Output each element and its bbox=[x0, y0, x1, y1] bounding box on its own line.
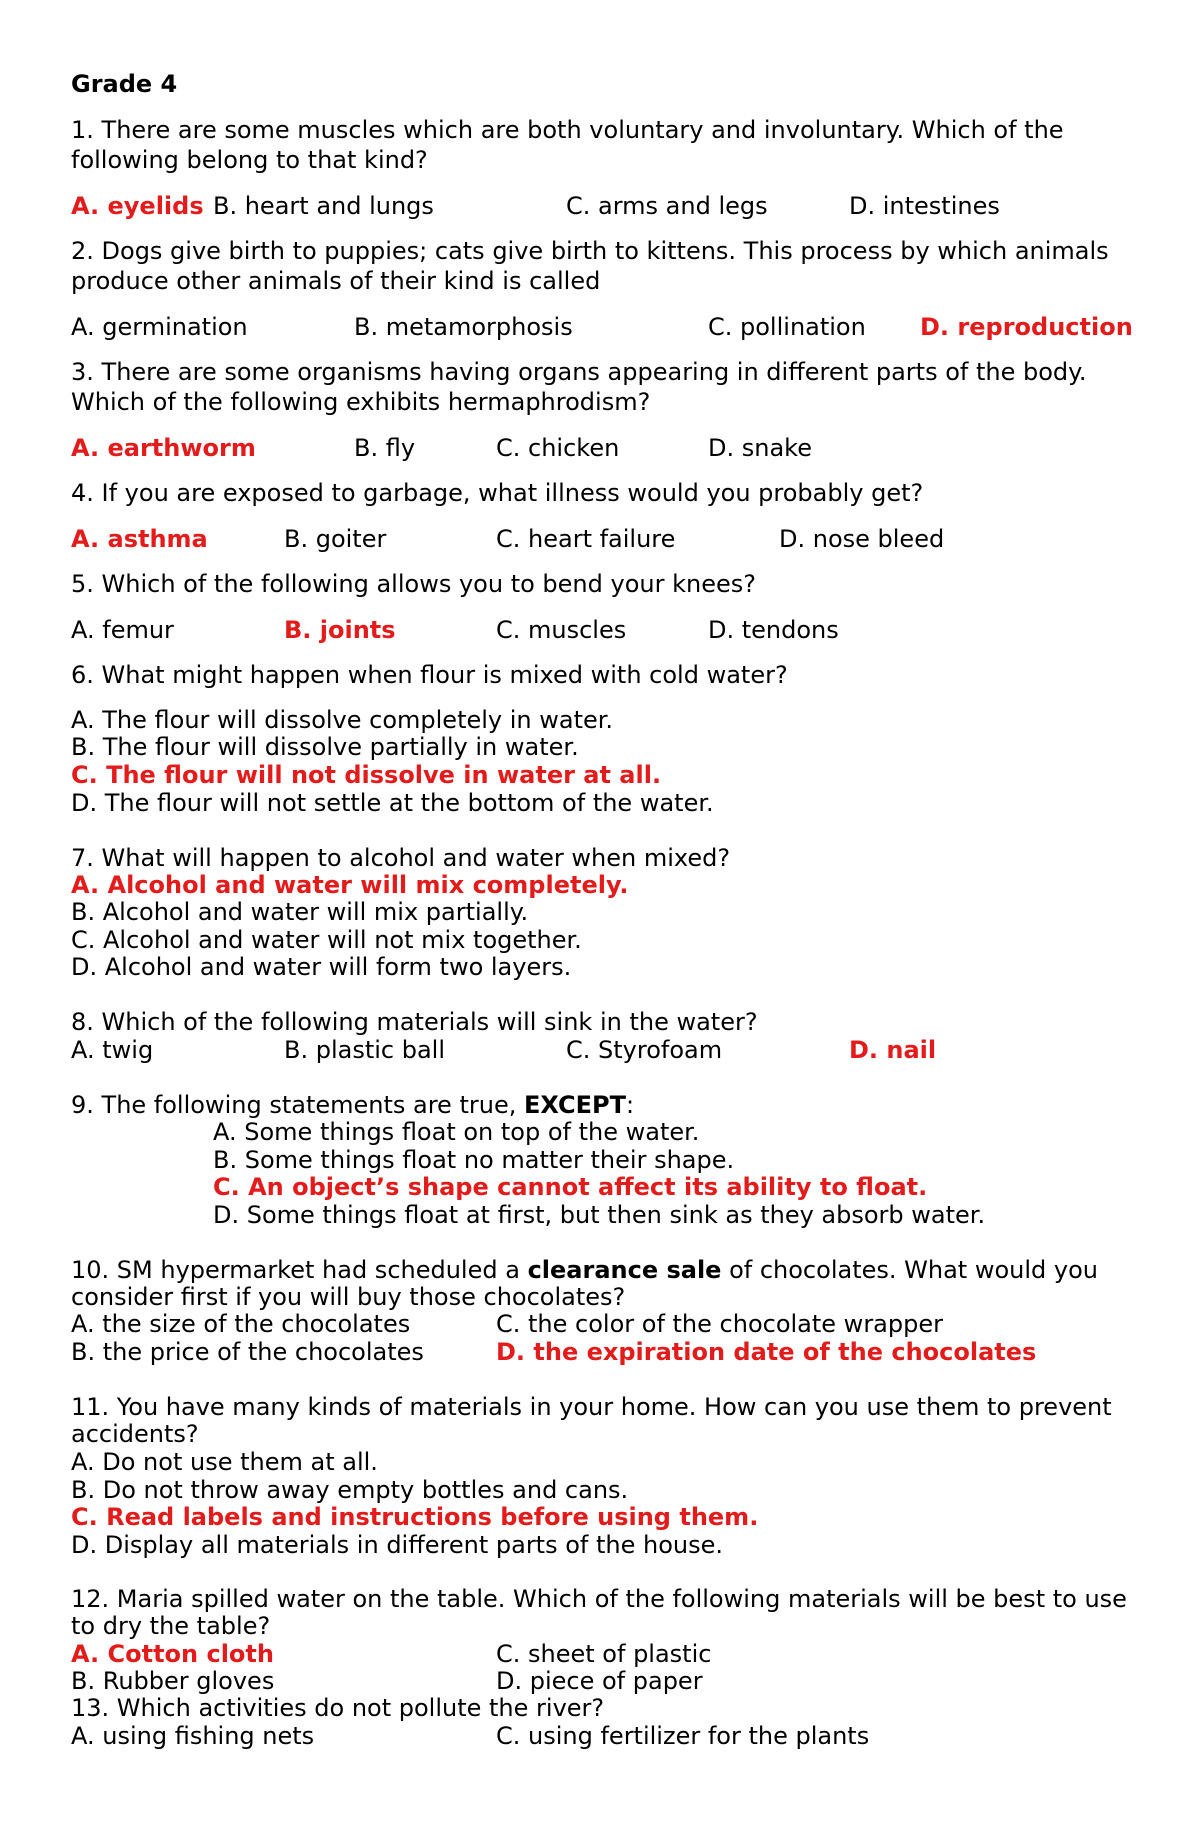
question-1-text: 1. There are some muscles which are both voluntary and involuntary. Which of the bbox=[71, 116, 1064, 144]
question-2-text: 2. Dogs give birth to puppies; cats give birth to kittens. This process by which animals bbox=[71, 237, 1109, 265]
question-7-text: 7. What will happen to alcohol and water when mixed? bbox=[71, 844, 731, 872]
q3-option-b: B. fly bbox=[354, 434, 416, 462]
q5-option-b: B. joints bbox=[284, 616, 396, 644]
question-13-text: 13. Which activities do not pollute the river? bbox=[71, 1694, 605, 1722]
q3-option-d: D. snake bbox=[708, 434, 812, 462]
q5-option-c: C. muscles bbox=[496, 616, 627, 644]
q10-text-suffix: of chocolates. What would you bbox=[721, 1256, 1098, 1284]
question-2-text-cont: produce other animals of their kind is called bbox=[71, 267, 601, 295]
q5-option-d: D. tendons bbox=[708, 616, 839, 644]
q7-option-a: A. Alcohol and water will mix completely. bbox=[71, 871, 629, 899]
q13-option-c: C. using fertilizer for the plants bbox=[496, 1722, 870, 1750]
q4-option-b: B. goiter bbox=[284, 525, 387, 553]
question-3-text-cont: Which of the following exhibits hermaphrodism? bbox=[71, 388, 651, 416]
q7-option-b: B. Alcohol and water will mix partially. bbox=[71, 898, 529, 926]
q1-option-a: A. eyelids bbox=[71, 192, 204, 220]
question-11-text-cont: accidents? bbox=[71, 1420, 199, 1448]
q12-option-b: B. Rubber gloves bbox=[71, 1667, 275, 1695]
q7-option-d: D. Alcohol and water will form two layers. bbox=[71, 953, 572, 981]
question-4-text: 4. If you are exposed to garbage, what illness would you probably get? bbox=[71, 479, 924, 507]
q4-option-c: C. heart failure bbox=[496, 525, 676, 553]
q6-option-c: C. The flour will not dissolve in water at all. bbox=[71, 761, 662, 789]
q8-option-d: D. nail bbox=[849, 1036, 937, 1064]
q1-option-d: D. intestines bbox=[849, 192, 1000, 220]
q6-option-a: A. The flour will dissolve completely in water. bbox=[71, 706, 614, 734]
q9-text-emphasis: EXCEPT bbox=[523, 1091, 626, 1119]
q5-option-a: A. femur bbox=[71, 616, 174, 644]
question-10-text bbox=[71, 1256, 1098, 1284]
q12-option-a: A. Cotton cloth bbox=[71, 1640, 274, 1668]
q10-option-a: A. the size of the chocolates bbox=[71, 1310, 411, 1338]
q9-option-d: D. Some things float at first, but then sink as they absorb water. bbox=[213, 1201, 986, 1229]
question-8-text: 8. Which of the following materials will sink in the water? bbox=[71, 1008, 758, 1036]
q10-option-b: B. the price of the chocolates bbox=[71, 1338, 424, 1366]
question-12-text: 12. Maria spilled water on the table. Which of the following materials will be best to use bbox=[71, 1585, 1127, 1613]
q4-option-d: D. nose bleed bbox=[779, 525, 945, 553]
question-12-text-cont: to dry the table? bbox=[71, 1612, 271, 1640]
q9-text-prefix: 9. The following statements are true, bbox=[71, 1091, 524, 1119]
q8-option-c: C. Styrofoam bbox=[566, 1036, 723, 1064]
q8-option-a: A. twig bbox=[71, 1036, 154, 1064]
question-6-text: 6. What might happen when flour is mixed with cold water? bbox=[71, 661, 788, 689]
question-9-text bbox=[71, 1091, 634, 1119]
q8-option-b: B. plastic ball bbox=[284, 1036, 446, 1064]
q7-option-c: C. Alcohol and water will not mix together. bbox=[71, 926, 582, 954]
question-10-text-cont: consider first if you will buy those chocolates? bbox=[71, 1283, 626, 1311]
q11-option-c: C. Read labels and instructions before using them. bbox=[71, 1503, 759, 1531]
q11-option-b: B. Do not throw away empty bottles and cans. bbox=[71, 1476, 629, 1504]
q3-option-a: A. earthworm bbox=[71, 434, 256, 462]
question-11-text: 11. You have many kinds of materials in your home. How can you use them to prevent bbox=[71, 1393, 1112, 1421]
q9-option-c: C. An object’s shape cannot affect its ability to float. bbox=[213, 1173, 928, 1201]
q9-text-suffix: : bbox=[625, 1091, 635, 1119]
q12-option-c: C. sheet of plastic bbox=[496, 1640, 712, 1668]
q1-option-c: C. arms and legs bbox=[566, 192, 768, 220]
q6-option-d: D. The flour will not settle at the bottom of the water. bbox=[71, 789, 714, 817]
q11-option-a: A. Do not use them at all. bbox=[71, 1448, 378, 1476]
q2-option-d: D. reproduction bbox=[920, 313, 1133, 341]
q6-option-b: B. The flour will dissolve partially in water. bbox=[71, 733, 579, 761]
question-1-text-cont: following belong to that kind? bbox=[71, 146, 428, 174]
q3-option-c: C. chicken bbox=[496, 434, 620, 462]
question-5-text: 5. Which of the following allows you to bend your knees? bbox=[71, 570, 756, 598]
q1-option-b: B. heart and lungs bbox=[213, 192, 434, 220]
q11-option-d: D. Display all materials in different parts of the house. bbox=[71, 1531, 724, 1559]
q2-option-b: B. metamorphosis bbox=[354, 313, 573, 341]
q12-option-d: D. piece of paper bbox=[496, 1667, 703, 1695]
q4-option-a: A. asthma bbox=[71, 525, 208, 553]
q10-option-c: C. the color of the chocolate wrapper bbox=[496, 1310, 943, 1338]
q10-option-d: D. the expiration date of the chocolates bbox=[496, 1338, 1037, 1366]
question-3-text: 3. There are some organisms having organs appearing in different parts of the body. bbox=[71, 358, 1087, 386]
page-title: Grade 4 bbox=[71, 70, 178, 98]
q2-option-c: C. pollination bbox=[708, 313, 866, 341]
q13-option-a: A. using fishing nets bbox=[71, 1722, 315, 1750]
q9-option-b: B. Some things float no matter their shape. bbox=[213, 1146, 735, 1174]
q10-text-emphasis: clearance sale bbox=[527, 1256, 722, 1284]
q9-option-a: A. Some things float on top of the water. bbox=[213, 1118, 700, 1146]
q10-text-prefix: 10. SM hypermarket had scheduled a bbox=[71, 1256, 528, 1284]
q2-option-a: A. germination bbox=[71, 313, 248, 341]
